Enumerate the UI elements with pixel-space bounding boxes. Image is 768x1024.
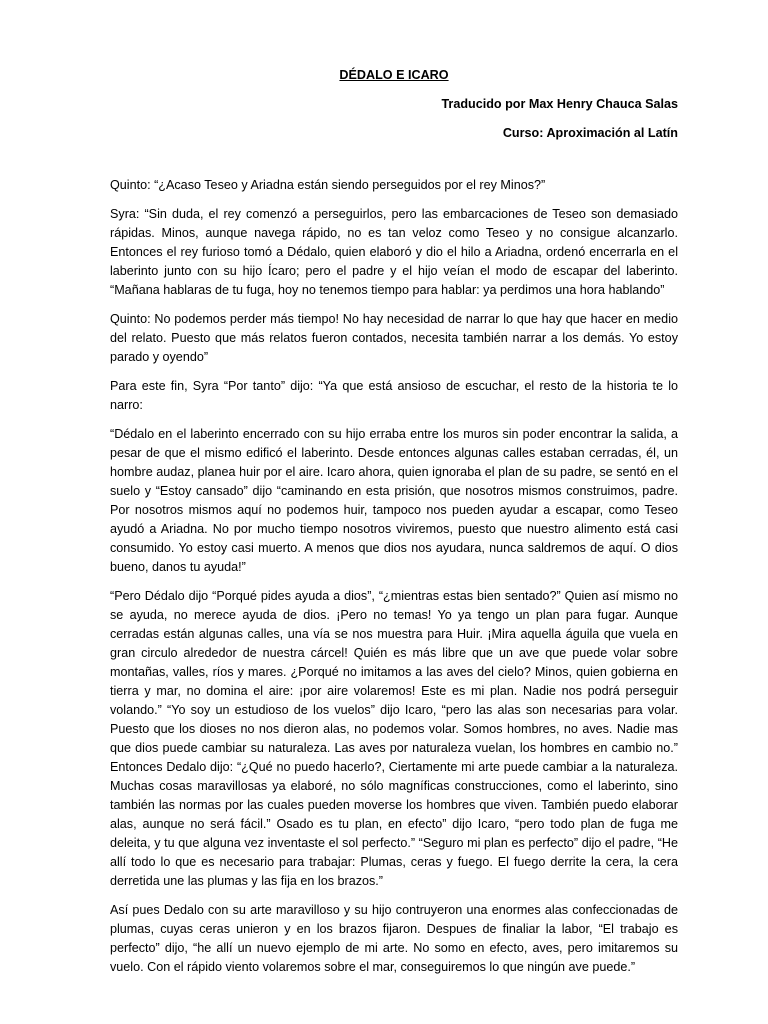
translator-line: Traducido por Max Henry Chauca Salas (441, 97, 678, 111)
paragraph-dedalo-plan: “Pero Dédalo dijo “Porqué pides ayuda a dios”, “¿mientras estas bien sentado?” Quien así mismo no se ayuda, no merece ayuda de dios. ¡Pero no temas! Yo ya tengo un plan para fugar. Aunque cerradas están algunas calles, una vía se nos muestra para Huir. ¡Mira aquella águila que vuela en gran circulo alrededor de nuestra cárcel! Quién es más libre que un ave que puede volar sobre montañas, valles, ríos y mares. ¿Porqué no imitamos a las aves del cielo? Minos, quien gobierna en tierra y mar, no domina el aire: ¡por aire volaremos! Este es mi plan. Nadie nos podrá perseguir volando.” “Yo soy un estudioso de los vuelos” dijo Icaro, “pero las alas son necesarias para volar. Puesto que los dioses no nos dieron alas, no podemos volar. Somos hombres, no aves. Nadie mas que dios puede cambiar su naturaleza. Las aves por naturaleza vuelan, los hombres en cambio no.” Entonces Dedalo dijo: “¿Qué no puedo hacerlo?, Ciertamente mi arte puede cambiar a la naturaleza. Muchas cosas maravillosas ya elaboré, no sólo magníficas construcciones, como el laberinto, sino también las normas por las cuales pueden moverse los hombres que viven. También puedo elaborar alas, aunque no será fácil.” Osado es tu plan, en efecto” dijo Icaro, “pero todo plan de fuga me deleita, y tu que alguna vez inventaste el sol perfecto.” “Seguro mi plan es perfecto” dijo el padre, “He allí todo lo que es necesario para trabajar: Plumas, ceras y fuego. El fuego derrite la cera, la cera derretida une las plumas y las fija en los brazos.” (110, 589, 678, 888)
paragraph-quinto-question: Quinto: “¿Acaso Teseo y Ariadna están siendo perseguidos por el rey Minos?” (110, 178, 546, 192)
paragraph-syra-reply: Syra: “Sin duda, el rey comenzó a perseguirlos, pero las embarcaciones de Teseo son demasiado rápidas. Minos, aunque navega rápido, no es tan veloz como Teseo y no consigue alcanzarlo. Entonces el rey furioso tomó a Dédalo, quien elaboró y dio el hilo a Ariadna, ordenó encerrarla en el laberinto junto con su hijo Ícaro; pero el padre y el hijo veían el modo de escapar del laberinto. “Mañana hablaras de tu fuga, hoy no tenemos tiempo para hablar: ya perdimos una hora hablando” (110, 207, 678, 297)
document-page (110, 66, 678, 1016)
paragraph-quinto-response: Quinto: No podemos perder más tiempo! No hay necesidad de narrar lo que hay que hacer en medio del relato. Puesto que más relatos fueron contados, necesita también narrar a los demás. Yo estoy parado y oyendo” (110, 312, 678, 364)
course-line: Curso: Aproximación al Latín (502, 126, 678, 140)
paragraph-syra-intro: Para este fin, Syra “Por tanto” dijo: “Ya que está ansioso de escuchar, el resto de la historia te lo narro: (110, 379, 678, 412)
document-title: DÉDALO E ICARO (339, 68, 449, 82)
paragraph-dedalo-laberinto: “Dédalo en el laberinto encerrado con su hijo erraba entre los muros sin poder encontrar la salida, a pesar de que el mismo edificó el laberinto. Desde entonces algunas calles estaban cerradas, él, un hombre audaz, planea huir por el aire. Icaro ahora, quien ignoraba el plan de su padre, se sentó en el suelo y “Estoy cansado” dijo “caminando en esta prisión, que nosotros mismos construimos, padre. Por nosotros mismos aquí no podemos huir, tampoco nos pueden ayudar a escapar, como Teseo ayudó a Ariadna. No por mucho tiempo nosotros viviremos, puesto que nuestro alimento está casi consumido. Yo estoy casi muerto. A menos que dios nos ayudara, nunca saldremos de aquí. O dios bueno, danos tu ayuda!” (110, 427, 678, 574)
paragraph-alas: Así pues Dedalo con su arte maravilloso y su hijo contruyeron una enormes alas confeccionadas de plumas, cuyas ceras unieron y en los brazos fijaron. Despues de finaliar la labor, “El trabajo es perfecto” dijo, “he allí un nuevo ejemplo de mi arte. No somo en efecto, aves, pero imitaremos su vuelo. Con el rápido viento volaremos sobre el mar, conseguiremos lo que ningún ave puede.” (110, 903, 678, 974)
spacer (110, 153, 678, 176)
